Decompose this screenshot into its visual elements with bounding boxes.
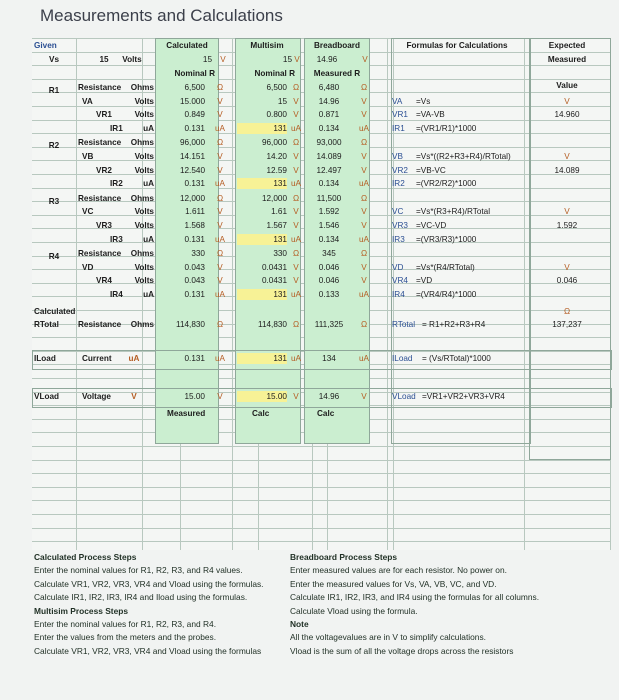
rtotal-unit: Ohms [130, 320, 154, 330]
calc-unit: V [217, 262, 223, 272]
calc-unit: V [217, 165, 223, 175]
note-heading: Note [290, 619, 309, 629]
vload-bb-unit: V [361, 392, 367, 402]
row-unit: Ohms [130, 138, 154, 148]
calc-unit: V [217, 221, 223, 230]
iload-calc-unit: uA [214, 354, 225, 364]
row-unit: Volts [134, 221, 154, 230]
calc-unit: V [217, 110, 223, 120]
grid-line [76, 38, 77, 550]
calc-value: 0.131 [184, 179, 205, 189]
formula-key: VR2 [392, 165, 408, 175]
rtotal-sim-unit: Ω [292, 320, 300, 330]
rtotal-formula-key: RTotal [392, 320, 416, 330]
formula-expression: =Vs*(R3+R4)/RTotal [416, 207, 491, 217]
sim-unit: Ω [292, 249, 300, 259]
formula-expression: =(VR4/R4)*1000 [416, 290, 477, 299]
sim-value: 96,000 [261, 138, 287, 148]
formula-expression: =Vs*((R2+R3+R4)/RTotal) [416, 152, 511, 161]
row-label: Resistance [78, 83, 122, 92]
formulas-header: Formulas for Calculations [406, 41, 508, 50]
row-label: IR1 [110, 123, 123, 133]
rtotal-label: RTotal [34, 320, 59, 330]
bb-unit: uA [358, 179, 369, 189]
sim-value: 131 [237, 289, 287, 300]
breadboard-header: Breadboard [314, 41, 360, 50]
rtotal-name: Resistance [78, 320, 122, 330]
bb-unit: V [361, 165, 367, 175]
row-label: IR3 [110, 234, 123, 244]
formula-key: VD [392, 262, 404, 272]
iload-bb: 134 [322, 354, 336, 364]
calc-value: 96,000 [179, 138, 205, 148]
sim-value: 6,500 [266, 83, 287, 92]
vload-name: Voltage [82, 392, 111, 402]
expected-value: 14.089 [554, 165, 580, 175]
vload-calc: 15.00 [184, 392, 205, 402]
formula-expression: =Vs*(R4/RTotal) [416, 262, 475, 272]
bb-value: 0.046 [318, 262, 340, 272]
iload-calc: 0.131 [184, 354, 205, 364]
row-unit: uA [143, 123, 154, 133]
bb-unit: uA [358, 290, 369, 299]
resistor-tag: R2 [48, 141, 60, 151]
bb-value: 12.497 [316, 165, 342, 175]
calc-unit: V [217, 207, 223, 217]
calculated-label: Calculated [34, 306, 76, 316]
calc-value: 15.000 [179, 96, 205, 106]
note-line: Enter measured values are for each resistor. No power on. [290, 565, 507, 576]
formula-key: IR4 [392, 290, 405, 299]
calc-value: 0.849 [184, 110, 205, 120]
expected-unit: V [564, 207, 570, 217]
formula-key: VB [392, 152, 403, 161]
calc-unit: uA [214, 179, 225, 189]
bb-value: 345 [322, 249, 336, 259]
rtotal-sim: 114,830 [258, 320, 287, 330]
calc-value: 12,000 [179, 193, 205, 203]
sim-value: 12.59 [266, 165, 287, 175]
expected-value: 1.592 [556, 221, 578, 230]
bb-unit: V [361, 262, 367, 272]
nominal-r-header: Nominal R [174, 69, 215, 78]
resistor-tag: R3 [48, 196, 60, 206]
iload-sim: 131 [237, 353, 287, 364]
bb-value: 0.133 [318, 290, 340, 299]
bb-unit: V [361, 221, 367, 230]
sim-unit: uA [290, 234, 301, 244]
row-unit: Volts [134, 276, 154, 286]
calc-value: 0.043 [184, 276, 205, 286]
formula-expression: =(VR2/R2)*1000 [416, 179, 477, 189]
row-unit: Volts [134, 110, 154, 120]
bb-value: 0.134 [318, 123, 340, 133]
row-unit: Ohms [130, 249, 154, 259]
expected-unit: V [564, 96, 570, 106]
measurement-table [32, 38, 610, 550]
formula-expression: =VC-VD [416, 221, 447, 230]
sim-value: 0.0431 [261, 262, 287, 272]
formula-expression: =Vs [416, 96, 431, 106]
iload-name: Current [82, 354, 112, 364]
iload-sim-unit: uA [290, 354, 301, 364]
row-label: IR2 [110, 179, 123, 189]
row-label: Resistance [78, 249, 122, 259]
row-unit: uA [143, 290, 154, 299]
vs-calc-unit: V [220, 55, 226, 64]
row-label: VD [82, 262, 94, 272]
rtotal-calc: 114,830 [176, 320, 205, 330]
bb-unit: uA [358, 234, 369, 244]
calc-unit: uA [214, 290, 225, 299]
vs-unit: Volts [122, 55, 142, 64]
rtotal-bb: 111,325 [314, 320, 344, 330]
bb-value: 14.089 [316, 152, 342, 161]
note-line: Vload is the sum of all the voltage drops across the resistors [290, 645, 514, 656]
bb-unit: uA [358, 123, 369, 133]
rtotal-formula: = R1+R2+R3+R4 [422, 320, 486, 330]
calc-value: 14.151 [179, 152, 205, 161]
sim-unit: V [293, 221, 299, 230]
measured-label: Measured [167, 408, 206, 418]
measured-r-header: Measured R [313, 69, 361, 78]
bb-value: 0.871 [318, 110, 340, 120]
expected-value-header: Value [556, 81, 578, 90]
row-label: Resistance [78, 138, 122, 148]
vs-bb-unit: V [362, 55, 368, 64]
calc-unit: Ω [216, 249, 224, 259]
calc-value: 12.540 [179, 165, 205, 175]
expected-value: 0.046 [556, 276, 578, 286]
row-label: VR4 [96, 276, 112, 286]
bb-value: 6,480 [318, 83, 340, 92]
formula-key: IR1 [392, 123, 405, 133]
sim-unit: Ω [292, 193, 300, 203]
calc-label: Calc [252, 408, 270, 418]
note-line: All the voltagevalues are in V to simplify calculations. [290, 632, 486, 643]
sim-unit: V [293, 207, 299, 217]
calc-unit: uA [214, 234, 225, 244]
iload-unit: uA [128, 354, 140, 364]
row-unit: uA [143, 234, 154, 244]
iload-label: ILoad [34, 354, 56, 364]
vs-calc: 15 [202, 55, 212, 64]
formula-expression: =(VR1/R1)*1000 [416, 123, 477, 133]
bb-unit: Ω [360, 83, 368, 92]
sim-unit: Ω [292, 138, 300, 148]
grid-line [232, 38, 233, 550]
calc-unit: Ω [216, 83, 224, 92]
sim-value: 12,000 [261, 193, 287, 203]
sim-value: 131 [237, 123, 287, 134]
calc-value: 0.131 [184, 123, 205, 133]
rtotal-expected-unit: Ω [563, 306, 571, 316]
note-line: Enter the nominal values for R1, R2, R3, and R4. [34, 619, 217, 629]
note-line: Calculate VR1, VR2, VR3, VR4 and Vload using the formulas [34, 645, 262, 656]
sim-value: 15 [277, 96, 287, 106]
bb-unit: V [361, 152, 367, 161]
process-notes [32, 552, 610, 694]
calc-unit: Ω [216, 138, 224, 148]
row-unit: Volts [134, 96, 154, 106]
resistor-tag: R4 [48, 251, 60, 261]
vs-value: 15 [99, 55, 109, 64]
note-heading: Multisim Process Steps [34, 605, 129, 616]
vs-bb: 14.96 [316, 55, 338, 64]
rtotal-bb-unit: Ω [360, 320, 368, 330]
row-label: VR1 [96, 110, 112, 120]
calc-value: 0.043 [184, 262, 205, 272]
bb-value: 0.134 [318, 234, 340, 244]
iload-formula: = (Vs/RTotal)*1000 [422, 354, 491, 364]
sim-unit: uA [290, 123, 301, 133]
calc-value: 0.131 [184, 234, 205, 244]
formula-key: IR2 [392, 179, 405, 189]
bb-unit: V [361, 96, 367, 106]
row-unit: Ohms [130, 83, 154, 92]
row-unit: Volts [134, 152, 154, 161]
row-label: Resistance [78, 193, 122, 203]
vload-unit: V [131, 392, 137, 402]
expected-unit: V [564, 262, 570, 272]
calc-value: 1.568 [184, 221, 205, 230]
calculated-header: Calculated [166, 41, 208, 50]
note-line: Enter the measured values for Vs, VA, VB, VC, and VD. [290, 578, 497, 589]
formula-expression: =VD [416, 276, 433, 286]
vload-formula-key: VLoad [392, 392, 416, 402]
sim-value: 0.800 [266, 110, 287, 120]
page-title: Measurements and Calculations [40, 6, 283, 25]
calc-value: 0.131 [184, 290, 205, 299]
row-label: IR4 [110, 290, 123, 299]
vload-bb: 14.96 [318, 392, 340, 402]
nominal-r-header-2: Nominal R [254, 69, 295, 78]
note-line: Calculate IR1, IR2, IR3, IR4 and Iload using the formulas. [34, 592, 248, 603]
row-label: VB [82, 152, 94, 161]
row-label: VR2 [96, 165, 112, 175]
expected-unit: V [564, 152, 570, 161]
bb-unit: V [361, 110, 367, 120]
calc-value: 6,500 [184, 83, 205, 92]
calc-label-2: Calc [317, 408, 335, 418]
sim-unit: uA [290, 290, 301, 299]
bb-value: 11,500 [316, 193, 342, 203]
bb-value: 93,000 [316, 138, 342, 148]
row-unit: Volts [134, 165, 154, 175]
vs-sim-unit: V [294, 55, 300, 64]
bb-value: 0.134 [318, 179, 340, 189]
formula-key: IR3 [392, 234, 405, 244]
sim-unit: Ω [292, 83, 300, 92]
vload-sim: 15.00 [237, 391, 287, 402]
row-unit: Volts [134, 262, 154, 272]
given-header: Given [34, 41, 57, 50]
sim-unit: V [293, 262, 299, 272]
bb-value: 1.592 [318, 207, 340, 217]
sim-value: 0.0431 [261, 276, 287, 286]
note-line: Enter the nominal values for R1, R2, R3, and R4 values. [34, 565, 243, 576]
sim-unit: uA [290, 179, 301, 189]
expected-measured-header: Measured [547, 55, 587, 64]
bb-value: 0.046 [318, 276, 340, 286]
note-heading: Breadboard Process Steps [290, 552, 398, 562]
iload-bb-unit: uA [358, 354, 369, 364]
bb-unit: V [361, 276, 367, 286]
calc-unit: V [217, 96, 223, 106]
formula-expression: =VA-VB [416, 110, 445, 120]
formula-key: VA [392, 96, 403, 106]
sim-value: 1.567 [266, 221, 287, 230]
sim-value: 330 [273, 249, 287, 259]
formula-expression: =VB-VC [416, 165, 446, 175]
bb-unit: Ω [360, 249, 368, 259]
note-line: Calculate IR1, IR2, IR3, and IR4 using the formulas for all columns. [290, 592, 540, 603]
note-line: Enter the values from the meters and the probes. [34, 632, 217, 643]
row-unit: Volts [134, 207, 154, 217]
expected-value: 14.960 [554, 110, 580, 120]
sim-unit: V [293, 96, 299, 106]
vload-calc-unit: V [217, 392, 223, 402]
formula-key: VC [392, 207, 404, 217]
sim-unit: V [293, 165, 299, 175]
bb-unit: Ω [360, 138, 368, 148]
note-heading: Calculated Process Steps [34, 552, 137, 562]
sim-unit: V [293, 152, 299, 161]
expected-header: Expected [548, 41, 586, 50]
calc-unit: V [217, 276, 223, 286]
sim-unit: V [293, 276, 299, 286]
bb-unit: V [361, 207, 367, 217]
calc-unit: V [217, 152, 223, 161]
resistor-tag: R1 [48, 85, 60, 95]
sim-value: 14.20 [266, 152, 287, 161]
iload-formula-key: ILoad [392, 354, 413, 364]
calc-unit: Ω [216, 193, 224, 203]
bb-value: 1.546 [318, 221, 340, 230]
multisim-header: Multisim [250, 41, 284, 50]
grid-line [387, 38, 388, 550]
vs-label: Vs [48, 55, 59, 64]
formula-key: VR4 [392, 276, 408, 286]
row-unit: Ohms [130, 193, 154, 203]
formula-expression: =(VR3/R3)*1000 [416, 234, 477, 244]
sim-value: 131 [237, 178, 287, 189]
vload-label: VLoad [34, 392, 60, 402]
sim-unit: V [293, 110, 299, 120]
formula-key: VR1 [392, 110, 408, 120]
vload-formula: =VR1+VR2+VR3+VR4 [422, 392, 505, 402]
vload-sim-unit: V [293, 392, 299, 402]
row-label: VA [82, 96, 93, 106]
row-label: VR3 [96, 221, 112, 230]
note-line: Calculate VR1, VR2, VR3, VR4 and Vload using the formulas. [34, 578, 264, 589]
row-label: VC [82, 207, 94, 217]
sim-value: 1.61 [271, 207, 287, 217]
bb-unit: Ω [360, 193, 368, 203]
vs-sim: 15 [282, 55, 292, 64]
note-line: Calculate Vload using the formula. [290, 605, 418, 616]
calc-unit: uA [214, 123, 225, 133]
bb-value: 14.96 [318, 96, 340, 106]
rtotal-expected: 137,237 [552, 320, 582, 330]
calc-value: 330 [191, 249, 205, 259]
row-unit: uA [143, 179, 154, 189]
sim-value: 131 [237, 234, 287, 245]
calc-value: 1.611 [185, 207, 205, 217]
formula-key: VR3 [392, 221, 408, 230]
rtotal-calc-unit: Ω [216, 320, 224, 330]
